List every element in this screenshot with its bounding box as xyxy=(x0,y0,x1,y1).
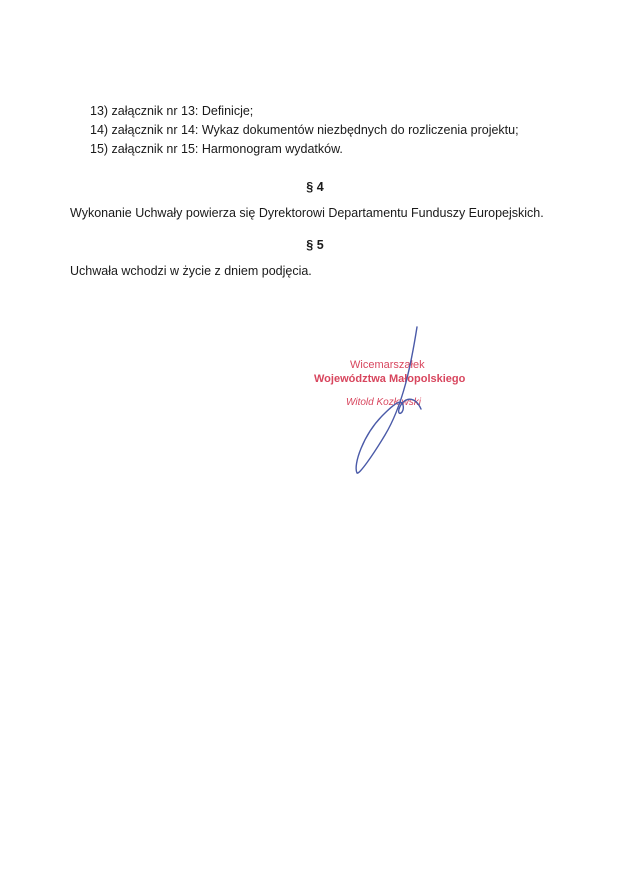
list-item-14: 14) załącznik nr 14: Wykaz dokumentów niezbędnych do rozliczenia projektu; xyxy=(90,123,519,137)
stamp-office: Województwa Małopolskiego xyxy=(314,373,466,385)
list-item-15: 15) załącznik nr 15: Harmonogram wydatków. xyxy=(90,142,343,156)
section-5-heading: § 5 xyxy=(306,238,324,252)
list-item-13: 13) załącznik nr 13: Definicje; xyxy=(90,104,254,118)
section-4-text: Wykonanie Uchwały powierza się Dyrektorowi Departamentu Funduszy Europejskich. xyxy=(70,206,544,220)
stamp-title: Wicemarszałek xyxy=(350,359,425,371)
handwritten-signature xyxy=(345,325,435,485)
section-5-text: Uchwała wchodzi w życie z dniem podjęcia. xyxy=(70,264,312,278)
stamp-name: Witold Kozłowski xyxy=(346,397,421,408)
section-4-heading: § 4 xyxy=(306,180,324,194)
